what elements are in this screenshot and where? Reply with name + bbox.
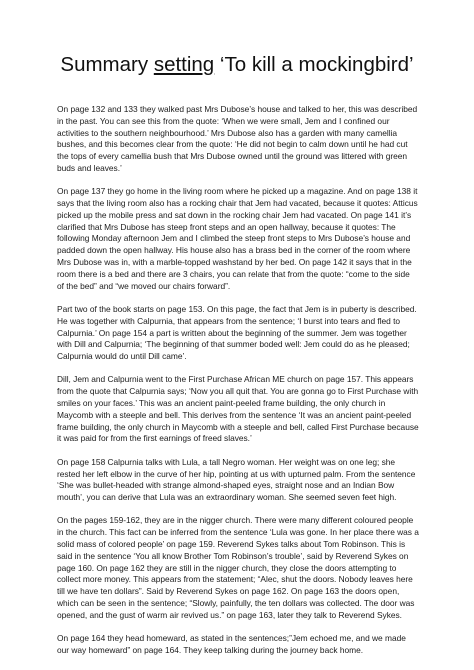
page-title xyxy=(0,52,474,78)
paragraph: On page 132 and 133 they walked past Mrs Dubose’s house and talked to her, this was described in the past. You can see this from the quote: ‘When we were small, Jem and I confined our activities to the southern neighbourhood.’ Mrs Dubose also has a garden with many camellia bushes, and this becomes clear from the quote: ‘He did not begin to calm down until he had cut the tops of every camellia bush that Mrs Dubose owned until the ground was littered with green buds and leaves.’ xyxy=(57,104,418,173)
document-body xyxy=(57,104,419,668)
title-prefix: Summary xyxy=(60,53,154,76)
paragraph: Part two of the book starts on page 153. On this page, the fact that Jem is in puberty is described. He was together with Calpurnia, that appears from the sentence; ‘I burst into tears and fled to Calpurnia.’ On page 154 a part is written about the beginning of the summer. Jem was together with Dill and Calpurnia; ‘The beginning of that summer boded well: Jem could do as he pleased; Calpurnia would do until Dill came’. xyxy=(57,303,417,362)
title-underlined-word: setting xyxy=(153,53,215,76)
title-suffix: ‘To kill a mockingbird’ xyxy=(214,53,414,76)
paragraph: On the pages 159-162, they are in the nigger church. There were many different coloured people in the church. This fact can be inferred from the sentence ‘Lula was gone. In her place there was a solid mass of colored people’ on page 159. Reverend Sykes talks about Tom Robinson. This is said in the sentence ‘You all know Brother Tom Robinson’s trouble’, said by Reverend Sykes on page 160. On page 162 they are still in the nigger church, they close the doors attempting to collect more money. This appears from the statement; “Alec, shut the doors. Nobody leaves here till we have ten dollars”. Said by Reverend Sykes on page 162. On page 163 the doors open, which can be seen in the sentence; “Slowly, painfully, the ten dollars was collected. The door was opened, and the gust of warm air revived us.” on page 163, later they talk to Reverend Sykes. xyxy=(57,515,419,620)
paragraph: On page 164 they head homeward, as stated in the sentences;”Jem echoed me, and we made our way homeward” on page 164. They keep talking during the journey back home. xyxy=(57,633,406,655)
paragraph: On page 158 Calpurnia talks with Lula, a tall Negro woman. Her weight was on one leg; she rested her left elbow in the curve of her hip, pointing at us with upturned palm. From the sentence ‘She was bullet-headed with strange almond-shaped eyes, straight nose and an Indian Bow mouth’, you can derive that Lula was an extraordinary woman. She seemed seven feet high. xyxy=(57,456,416,503)
paragraph: On page 137 they go home in the living room where he picked up a magazine. And on page 138 it says that the living room also has a rocking chair that Jem had vacated, because it quotes: Atticus picked up the mobile press and sat down in the rocking chair Jem had vacated. On page 141 it’s clarified that Mrs Dubose has steep front steps and an open hallway, because it quotes: The following Monday afternoon Jem and I climbed the steep front steps to Mrs Dubose’s house and padded down the open hallway. His house also has a brass bed in the corner of the room where Mrs Dubose was in, with a marble-topped washstand by her bed. On page 142 it says that in the room there is a bed and there are 3 chairs, you can relate that from the quote: “come to the side of the bed” and “we moved our chairs forward”. xyxy=(57,186,418,291)
paragraph: Dill, Jem and Calpurnia went to the First Purchase African ME church on page 157. This appears from the quote that Calpurnia says; ‘Now you all quit that. You are gonna go to First Purchase with smiles on your faces.’ This was an ancient paint-peeled frame building, the only church in Maycomb with a steeple and bell. This derives from the sentence ‘It was an ancient paint-peeled frame building, the only church in Maycomb with a steeple and bell, called First Purchase because it was paid for from the first earnings of freed slaves.’ xyxy=(57,374,419,444)
